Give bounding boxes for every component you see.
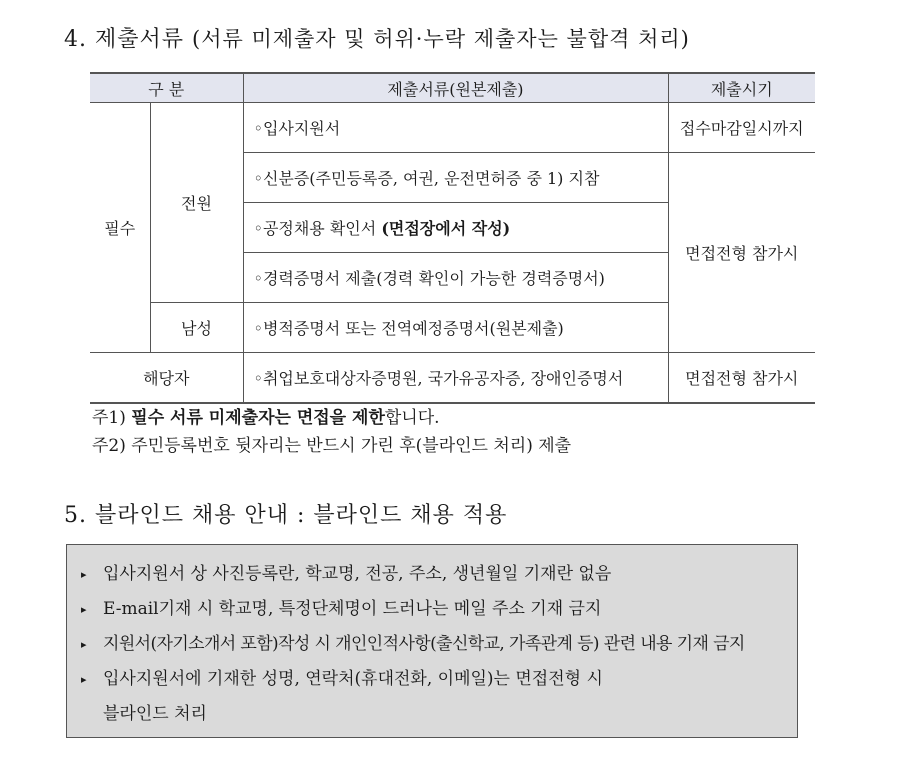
section-4-note: (서류 미제출자 및 허위·누락 제출자는 불합격 처리) — [192, 27, 690, 51]
table-row — [90, 103, 815, 153]
note-1-suffix: 합니다. — [384, 408, 440, 428]
notes — [92, 404, 571, 460]
list-item — [81, 592, 797, 627]
blind-hiring-box — [66, 544, 798, 738]
documents-table — [90, 72, 815, 404]
list-item — [81, 627, 797, 662]
doc-protection: ◦취업보호대상자증명원, 국가유공자증, 장애인증명서 — [243, 353, 668, 404]
doc-career: ◦경력증명서 제출(경력 확인이 가능한 경력증명서) — [243, 253, 668, 303]
timing-interview: 면접전형 참가시 — [668, 153, 815, 353]
section-4-title: 4. 제출서류 — [64, 27, 184, 52]
group-applicable: 해당자 — [90, 353, 243, 404]
header-timing: 제출시기 — [668, 73, 815, 103]
note-1 — [92, 404, 571, 432]
timing-interview-2: 면접전형 참가시 — [668, 353, 815, 404]
doc-fair-hiring-note: (면접장에서 작성) — [381, 219, 511, 238]
note-2: 주2) 주민등록번호 뒷자리는 반드시 가린 후(블라인드 처리) 제출 — [92, 436, 572, 456]
doc-fair-hiring-label: ◦공정채용 확인서 — [253, 219, 377, 238]
header-documents: 제출서류(원본제출) — [243, 73, 668, 103]
note-1-bold: 필수 서류 미제출자는 면접을 제한 — [131, 408, 385, 428]
group-required: 필수 — [90, 103, 150, 353]
section-5-heading: 5. 블라인드 채용 안내 : 블라인드 채용 적용 — [64, 503, 508, 528]
list-item — [81, 557, 797, 592]
section-4-heading — [64, 22, 690, 53]
table-row — [90, 353, 815, 404]
bullet-marker-icon: ▸ — [81, 603, 87, 616]
bullet-marker-icon: ▸ — [81, 638, 87, 651]
subgroup-all: 전원 — [150, 103, 243, 303]
doc-id-card: ◦신분증(주민등록증, 여권, 운전면허증 중 1) 지참 — [243, 153, 668, 203]
table-header-row — [90, 73, 815, 103]
list-item-text: 입사지원서에 기재한 성명, 연락처(휴대전화, 이메일)는 면접전형 시 — [103, 669, 603, 689]
subgroup-male: 남성 — [150, 303, 243, 353]
timing-deadline: 접수마감일시까지 — [668, 103, 815, 153]
list-item-text: 입사지원서 상 사진등록란, 학교명, 전공, 주소, 생년월일 기재란 없음 — [103, 564, 612, 584]
header-category: 구 분 — [90, 73, 243, 103]
doc-military: ◦병적증명서 또는 전역예정증명서(원본제출) — [243, 303, 668, 353]
doc-application: ◦입사지원서 — [243, 103, 668, 153]
bullet-marker-icon: ▸ — [81, 568, 87, 581]
bullet-marker-icon: ▸ — [81, 673, 87, 686]
list-item-continuation: 블라인드 처리 — [103, 704, 207, 724]
list-item — [81, 662, 797, 697]
list-item-text: 지원서(자기소개서 포함)작성 시 개인인적사항(출신학교, 가족관계 등) 관련 내용 기재 금지 — [103, 634, 745, 654]
note-1-prefix: 주1) — [92, 408, 132, 428]
list-item-text: E-mail기재 시 학교명, 특정단체명이 드러나는 메일 주소 기재 금지 — [103, 599, 602, 619]
blind-hiring-list — [67, 545, 797, 732]
doc-fair-hiring — [243, 203, 668, 253]
